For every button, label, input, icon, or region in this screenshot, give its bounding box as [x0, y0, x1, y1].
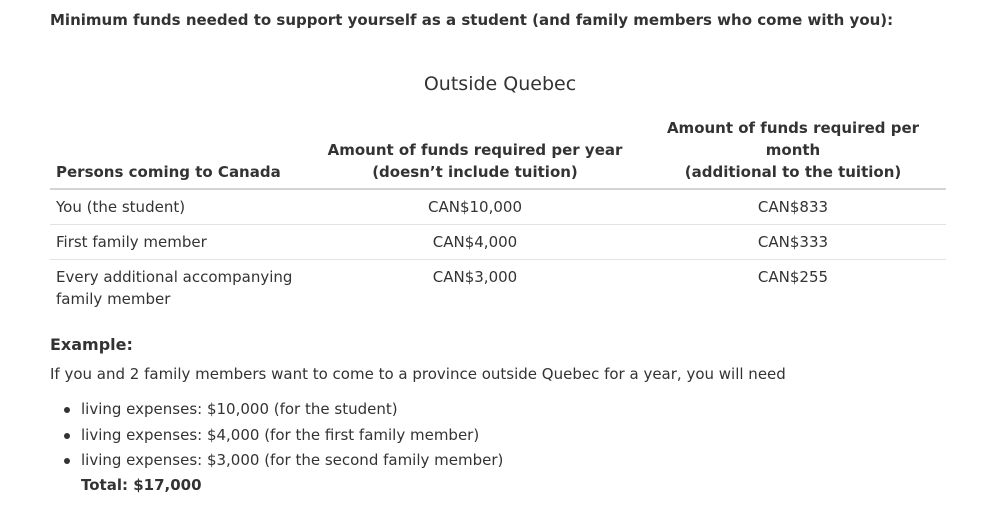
table-row	[50, 225, 946, 260]
cell-per-month: CAN$833	[640, 189, 946, 225]
header-per-month	[640, 113, 946, 189]
table-caption: Outside Quebec	[423, 73, 577, 95]
header-per-year-line2: (doesn’t include tuition)	[372, 163, 578, 181]
table-row	[50, 189, 946, 225]
cell-person-line1: Every additional accompanying	[56, 268, 293, 286]
header-persons-label: Persons coming to Canada	[56, 163, 281, 181]
example-total: Total: $17,000	[81, 476, 202, 494]
header-per-month-line2: (additional to the tuition)	[684, 163, 902, 181]
expenses-list	[50, 397, 503, 474]
example-title: Example:	[50, 335, 133, 354]
table-row	[50, 260, 946, 317]
list-item	[81, 448, 503, 474]
header-per-month-line1: Amount of funds required per month	[666, 119, 920, 159]
cell-per-year: CAN$4,000	[310, 225, 640, 260]
cell-person	[50, 260, 310, 317]
funds-table	[50, 113, 946, 316]
bullet-icon	[64, 433, 70, 439]
cell-per-month: CAN$255	[757, 268, 829, 286]
list-item-text: living expenses: $10,000 (for the student)	[81, 400, 398, 418]
cell-person: First family member	[50, 225, 310, 260]
header-per-year	[310, 113, 640, 189]
list-item	[81, 397, 503, 423]
bullet-icon	[64, 407, 70, 413]
section-heading: Minimum funds needed to support yourself as a student (and family members who come with you):	[50, 11, 894, 29]
table-header-row	[50, 113, 946, 189]
example-intro: If you and 2 family members want to come to a province outside Quebec for a year, you will need	[50, 365, 786, 383]
cell-person-line2: family member	[56, 290, 171, 308]
list-item	[81, 423, 503, 449]
cell-per-year: CAN$3,000	[432, 268, 518, 286]
cell-per-year: CAN$10,000	[310, 189, 640, 225]
cell-person: You (the student)	[50, 189, 310, 225]
list-item-text: living expenses: $3,000 (for the second family member)	[81, 451, 504, 469]
cell-per-month: CAN$333	[640, 225, 946, 260]
bullet-icon	[64, 458, 70, 464]
header-per-year-line1: Amount of funds required per year	[327, 141, 623, 159]
header-persons	[50, 113, 310, 189]
list-item-text: living expenses: $4,000 (for the first family member)	[81, 425, 480, 444]
